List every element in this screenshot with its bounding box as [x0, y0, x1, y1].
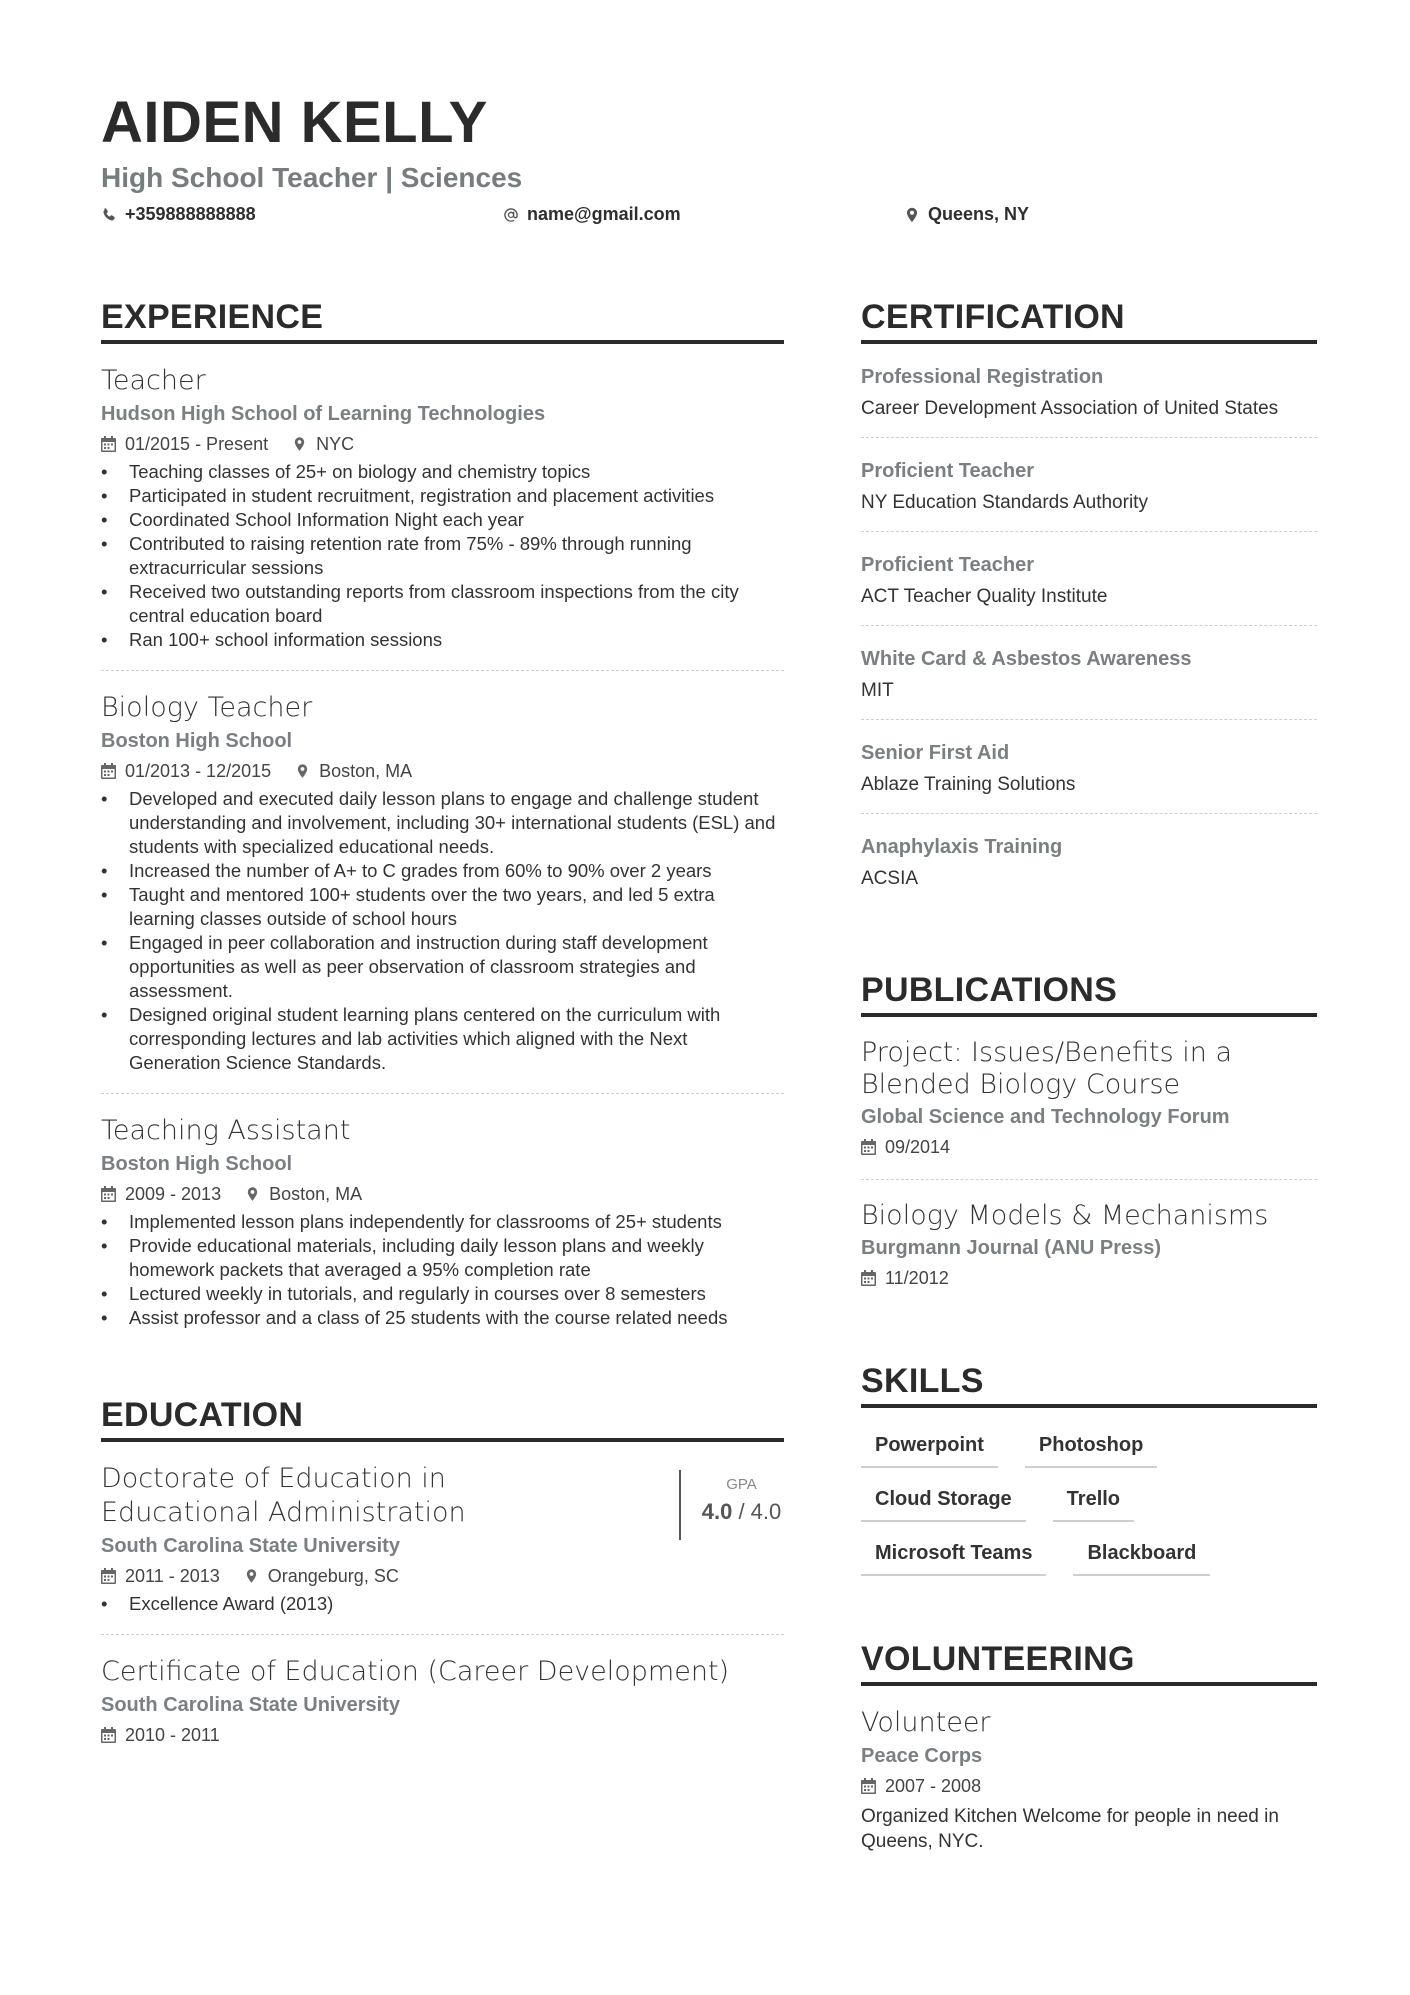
experience-item — [101, 671, 784, 1094]
phone-icon — [101, 207, 117, 223]
certification-issuer: MIT — [861, 680, 894, 701]
skill-tag: Trello — [1053, 1482, 1134, 1522]
certification-issuer: ACT Teacher Quality Institute — [861, 586, 1108, 607]
email-text: name@gmail.com — [527, 204, 681, 224]
job-dates: 01/2013 - 12/2015 — [125, 761, 272, 781]
volunteer-description: Organized Kitchen Welcome for people in need in Queens, NYC. — [861, 1806, 1279, 1852]
skill-tag: Photoshop — [1025, 1428, 1157, 1468]
gpa-score — [699, 1499, 784, 1525]
education-meta — [101, 1721, 784, 1749]
job-bullets — [101, 460, 784, 652]
calendar-icon — [861, 1139, 876, 1155]
gpa-label: GPA — [726, 1476, 757, 1493]
publications-heading: PUBLICATIONS — [861, 969, 1317, 1017]
map-pin-icon — [292, 436, 307, 452]
bullet: • Teaching classes of 25+ on biology and chemistry topics — [101, 460, 784, 484]
calendar-icon — [101, 1568, 116, 1584]
skills-heading: SKILLS — [861, 1360, 1317, 1408]
right-column — [861, 296, 1317, 1872]
job-dates: 2009 - 2013 — [125, 1184, 222, 1204]
education-heading: EDUCATION — [101, 1394, 784, 1442]
publication-meta — [861, 1264, 1317, 1292]
left-column — [101, 296, 784, 1767]
education-meta — [101, 1562, 679, 1590]
publication-publisher: Global Science and Technology Forum — [861, 1106, 1230, 1128]
resume-header — [101, 88, 1321, 234]
job-location: Boston, MA — [319, 761, 413, 781]
contact-phone[interactable] — [101, 204, 256, 225]
experience-heading: EXPERIENCE — [101, 296, 784, 344]
calendar-icon — [101, 1727, 116, 1743]
certification-name: Anaphylaxis Training — [861, 836, 1063, 858]
calendar-icon — [101, 1186, 116, 1202]
certification-name: Professional Registration — [861, 366, 1104, 388]
calendar-icon — [861, 1778, 876, 1794]
publication-publisher: Burgmann Journal (ANU Press) — [861, 1237, 1162, 1259]
skills-list — [861, 1408, 1317, 1576]
bullet: • Provide educational materials, including daily lesson plans and weekly homework packets that averaged a 95% completion rate — [101, 1234, 784, 1282]
job-title: Teacher — [101, 365, 206, 396]
map-pin-icon — [904, 207, 920, 223]
job-title: Biology Teacher — [101, 692, 313, 723]
school-name: South Carolina State University — [101, 1535, 400, 1557]
degree-title: Doctorate of Education in Educational Administration — [101, 1463, 466, 1528]
bullet: • Implemented lesson plans independently for classrooms of 25+ students — [101, 1210, 784, 1234]
map-pin-icon — [244, 1568, 259, 1584]
volunteering-heading: VOLUNTEERING — [861, 1638, 1317, 1686]
publication-item — [861, 1180, 1317, 1310]
employer: Boston High School — [101, 730, 293, 752]
map-pin-icon — [245, 1186, 260, 1202]
job-location: Boston, MA — [269, 1184, 363, 1204]
certification-name: Proficient Teacher — [861, 460, 1035, 482]
bullet: • Participated in student recruitment, registration and placement activities — [101, 484, 784, 508]
calendar-icon — [101, 436, 116, 452]
job-bullets — [101, 1210, 784, 1330]
employer: Hudson High School of Learning Technologies — [101, 403, 546, 425]
publication-title: Project: Issues/Benefits in a Blended Biology Course — [861, 1037, 1233, 1100]
publication-title: Biology Models & Mechanisms — [861, 1200, 1269, 1231]
at-icon — [503, 207, 519, 223]
skill-tag: Microsoft Teams — [861, 1536, 1046, 1576]
map-pin-icon — [295, 763, 310, 779]
certification-item — [861, 720, 1317, 814]
job-dates: 01/2015 - Present — [125, 434, 269, 454]
education-item — [101, 1442, 784, 1635]
skill-tag: Powerpoint — [861, 1428, 998, 1468]
volunteering-item — [861, 1686, 1317, 1872]
certification-name: White Card & Asbestos Awareness — [861, 648, 1192, 670]
employer: Boston High School — [101, 1153, 293, 1175]
school-name: South Carolina State University — [101, 1694, 400, 1716]
education-location: Orangeburg, SC — [267, 1566, 399, 1586]
publication-date: 09/2014 — [885, 1137, 951, 1157]
gpa-value: 4.0 — [701, 1499, 733, 1524]
bullet: • Engaged in peer collaboration and instruction during staff development opportunities as well as peer observation of classroom strategies and assessment. — [101, 931, 784, 1003]
bullet: • Ran 100+ school information sessions — [101, 628, 784, 652]
location-text: Queens, NY — [928, 204, 1030, 224]
bullet: • Excellence Award (2013) — [101, 1592, 679, 1616]
volunteer-dates: 2007 - 2008 — [885, 1776, 982, 1796]
certification-item — [861, 814, 1317, 907]
certification-item — [861, 532, 1317, 626]
calendar-icon — [861, 1270, 876, 1286]
publication-meta — [861, 1133, 1317, 1161]
job-title: Teaching Assistant — [101, 1115, 351, 1146]
certification-name: Senior First Aid — [861, 742, 1010, 764]
bullet: • Received two outstanding reports from classroom inspections from the city central education board — [101, 580, 784, 628]
volunteer-org: Peace Corps — [861, 1745, 983, 1767]
publication-date: 11/2012 — [885, 1268, 949, 1288]
job-bullets — [101, 787, 784, 1075]
bullet: • Contributed to raising retention rate from 75% - 89% through running extracurricular sessions — [101, 532, 784, 580]
volunteer-role: Volunteer — [861, 1707, 991, 1738]
certification-heading: CERTIFICATION — [861, 296, 1317, 344]
certification-item — [861, 626, 1317, 720]
certification-item — [861, 344, 1317, 438]
certification-issuer: ACSIA — [861, 868, 919, 889]
bullet: • Lectured weekly in tutorials, and regularly in courses over 8 semesters — [101, 1282, 784, 1306]
certification-name: Proficient Teacher — [861, 554, 1035, 576]
education-bullets — [101, 1592, 679, 1616]
education-dates: 2011 - 2013 — [125, 1566, 220, 1586]
education-dates: 2010 - 2011 — [125, 1725, 220, 1745]
volunteer-meta — [861, 1772, 1317, 1800]
degree-title: Certificate of Education (Career Development) — [101, 1656, 730, 1687]
publication-item — [861, 1017, 1317, 1180]
certification-item — [861, 438, 1317, 532]
certification-issuer: Career Development Association of United States — [861, 398, 1279, 419]
contact-bar — [101, 204, 1321, 234]
gpa-max: / 4.0 — [738, 1499, 782, 1524]
gpa-box — [679, 1470, 784, 1540]
contact-email[interactable] — [503, 204, 681, 225]
bullet: • Designed original student learning plans centered on the curriculum with corresponding lectures and lab activities which aligned with the Next Generation Science Standards. — [101, 1003, 784, 1075]
job-meta — [101, 430, 784, 458]
bullet: • Coordinated School Information Night each year — [101, 508, 784, 532]
job-meta — [101, 757, 784, 785]
experience-item — [101, 344, 784, 671]
contact-location — [904, 204, 1029, 225]
candidate-title: High School Teacher | Sciences — [101, 162, 523, 193]
bullet: • Assist professor and a class of 25 students with the course related needs — [101, 1306, 784, 1330]
skill-tag: Cloud Storage — [861, 1482, 1026, 1522]
job-location: NYC — [316, 434, 355, 454]
certification-issuer: Ablaze Training Solutions — [861, 774, 1076, 795]
bullet: • Developed and executed daily lesson plans to engage and challenge student understanding and involvement, including 30+ international students (ESL) and students with specialized educational needs. — [101, 787, 784, 859]
job-meta — [101, 1180, 784, 1208]
phone-text: +359888888888 — [125, 204, 256, 224]
calendar-icon — [101, 763, 116, 779]
experience-item — [101, 1094, 784, 1348]
candidate-name: AIDEN KELLY — [101, 90, 488, 155]
skill-tag: Blackboard — [1073, 1536, 1210, 1576]
bullet: • Increased the number of A+ to C grades from 60% to 90% over 2 years — [101, 859, 784, 883]
certification-issuer: NY Education Standards Authority — [861, 492, 1148, 513]
education-item — [101, 1635, 784, 1767]
bullet: • Taught and mentored 100+ students over the two years, and led 5 extra learning classes outside of school hours — [101, 883, 784, 931]
